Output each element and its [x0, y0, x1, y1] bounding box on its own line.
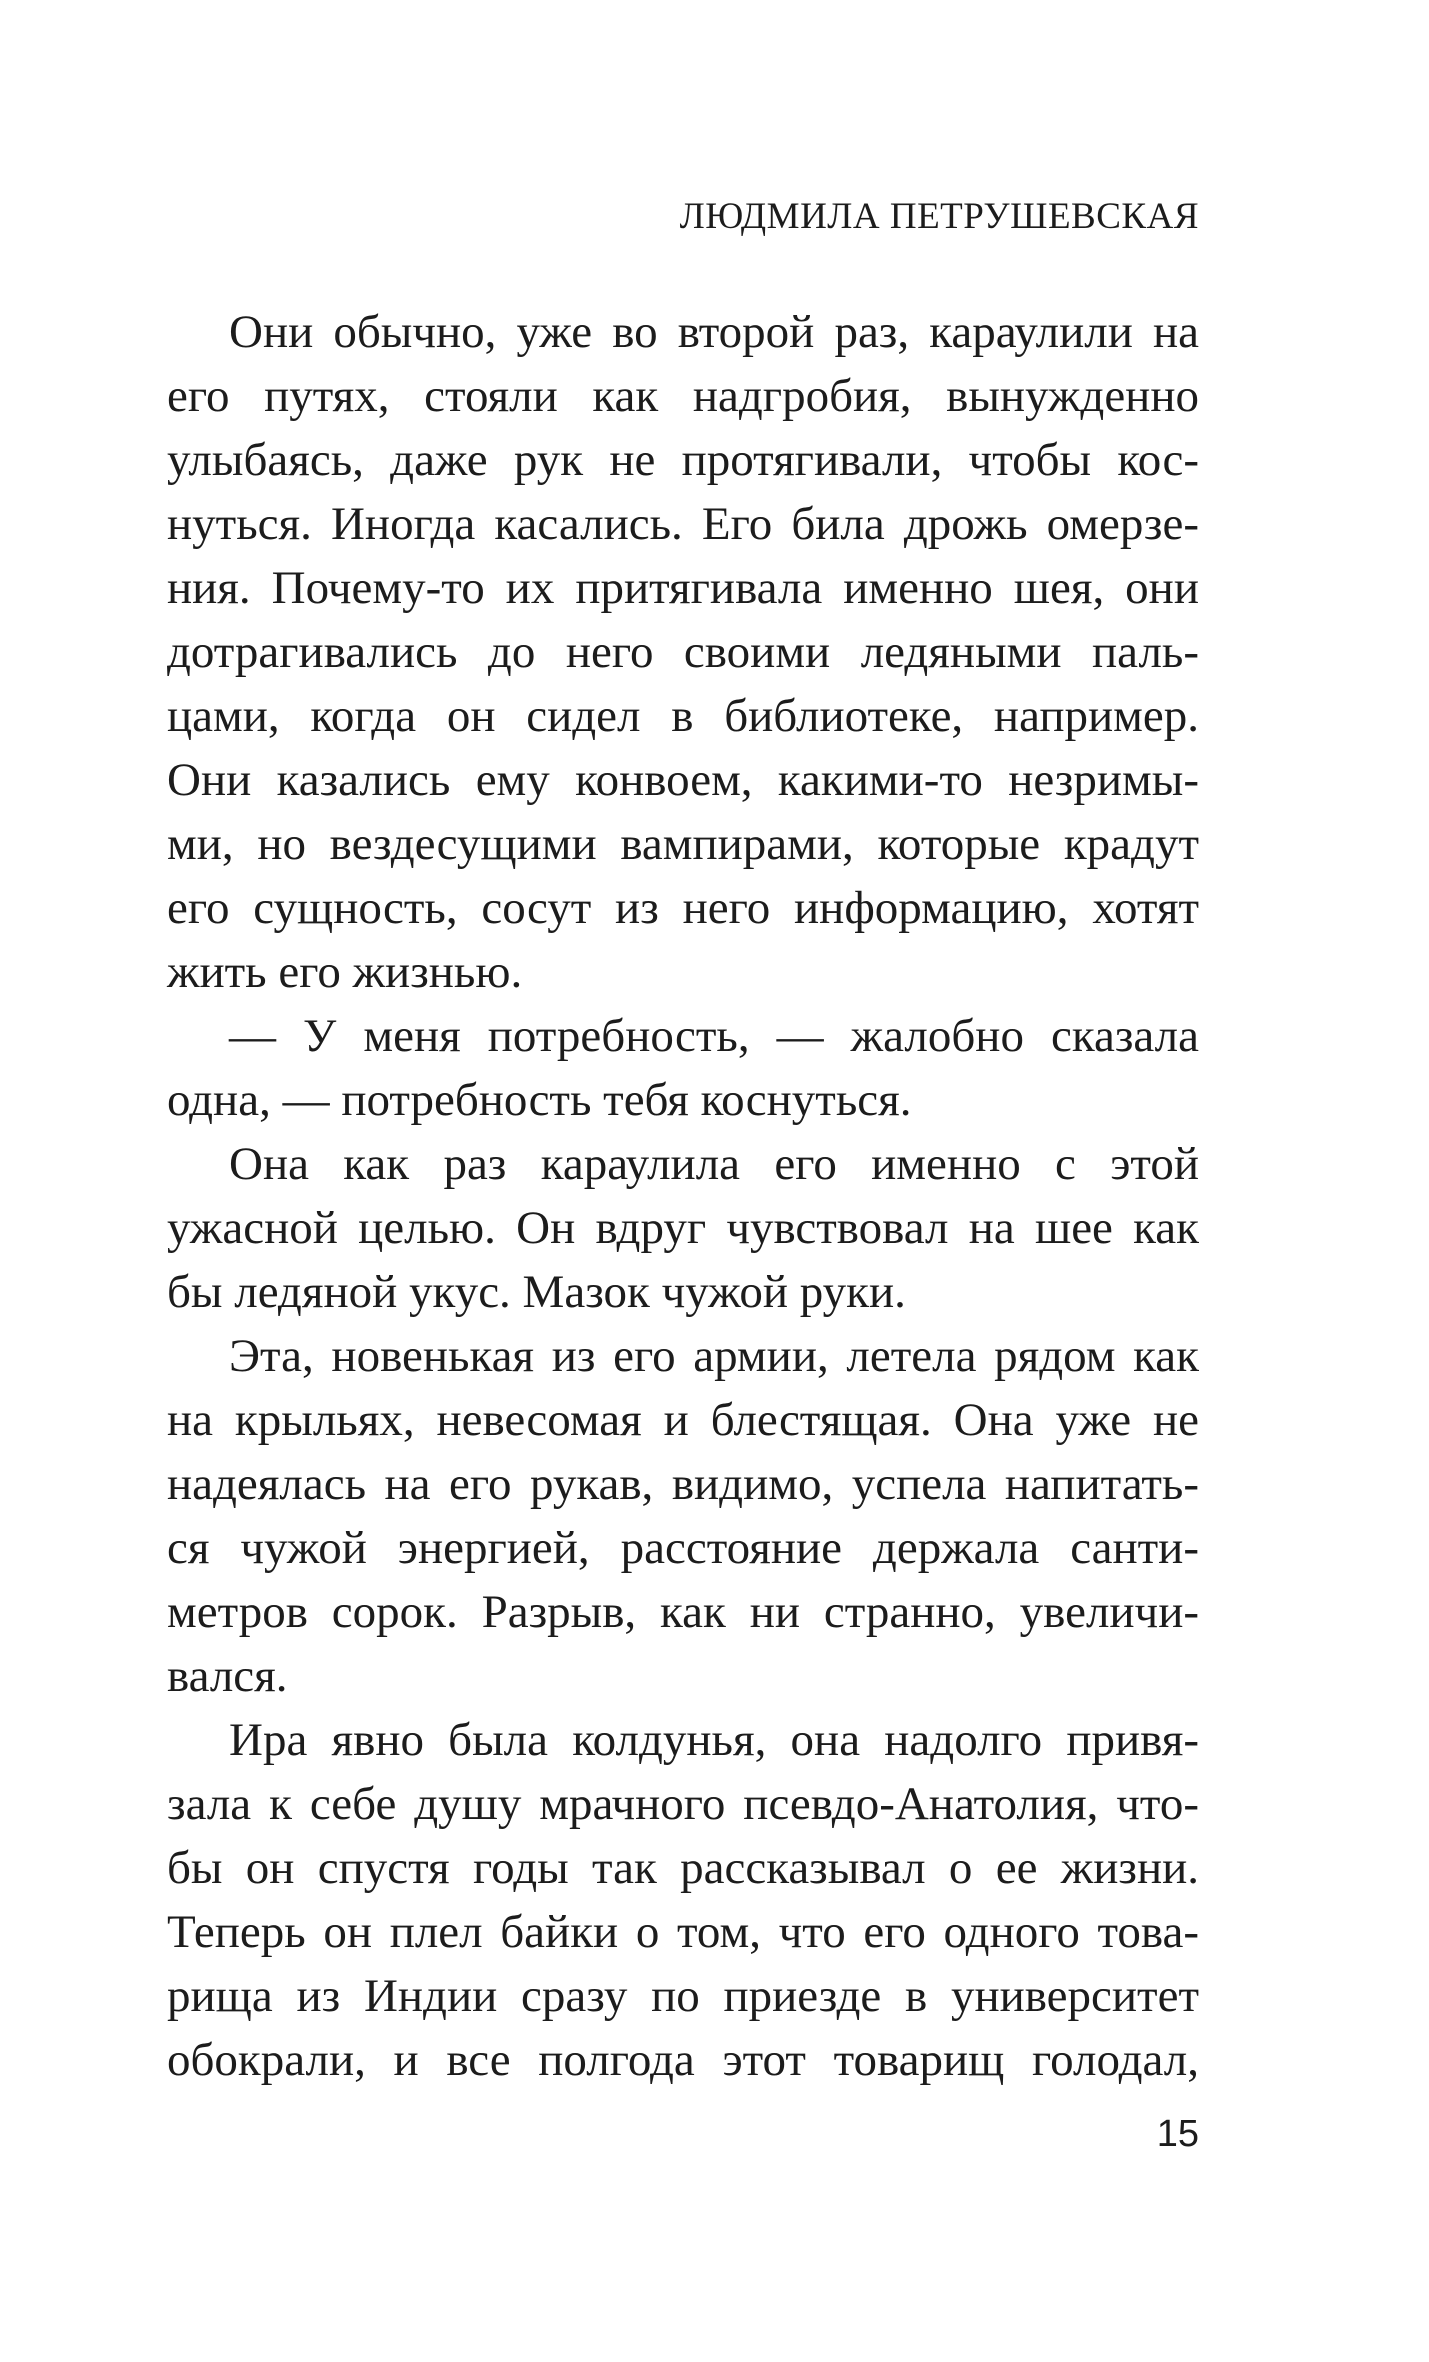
page-number: 15 [1156, 2113, 1199, 2155]
text-line: бы он спустя годы так рассказывал о ее жизни. [167, 1842, 1199, 1894]
text-line: ния. Почему-то их притягивала именно шея, они [167, 562, 1199, 614]
text-line: Они обычно, уже во второй раз, караулили на [229, 306, 1199, 358]
text-line: жить его жизнью. [167, 946, 523, 998]
text-line: его путях, стояли как надгробия, вынужденно [167, 370, 1199, 422]
text-line: Они казались ему конвоем, какими-то незримы- [167, 754, 1199, 806]
text-line: метров сорок. Разрыв, как ни странно, увеличи- [167, 1586, 1199, 1638]
text-line: вался. [167, 1650, 288, 1702]
text-line: Теперь он плел байки о том, что его одного това- [167, 1906, 1199, 1958]
text-line: его сущность, сосут из него информацию, хотят [167, 882, 1199, 934]
text-line: ми, но вездесущими вампирами, которые крадут [167, 818, 1199, 870]
text-line: цами, когда он сидел в библиотеке, например. [167, 690, 1199, 742]
text-line: дотрагивались до него своими ледяными паль- [167, 626, 1199, 678]
text-line: Ира явно была колдунья, она надолго привя- [229, 1714, 1199, 1766]
text-line: Эта, новенькая из его армии, летела рядом как [229, 1330, 1199, 1382]
body-text [167, 300, 1199, 2092]
text-line: нуться. Иногда касались. Его била дрожь омерзе- [167, 498, 1199, 550]
text-line: Она как раз караулила его именно с этой [229, 1138, 1199, 1190]
text-line: зала к себе душу мрачного псевдо-Анатолия, что- [167, 1778, 1199, 1830]
text-line: — У меня потребность, — жалобно сказала [229, 1010, 1199, 1062]
text-line: надеялась на его рукав, видимо, успела напитать- [167, 1458, 1199, 1510]
text-line: на крыльях, невесомая и блестящая. Она уже не [167, 1394, 1199, 1446]
text-line: рища из Индии сразу по приезде в университет [167, 1970, 1199, 2022]
running-header: ЛЮДМИЛА ПЕТРУШЕВСКАЯ [679, 196, 1199, 237]
text-line: обокрали, и все полгода этот товарищ голодал, [167, 2034, 1199, 2086]
text-line: одна, — потребность тебя коснуться. [167, 1074, 912, 1126]
text-line: ужасной целью. Он вдруг чувствовал на шее как [167, 1202, 1199, 1254]
text-line: бы ледяной укус. Мазок чужой руки. [167, 1266, 906, 1318]
text-line: улыбаясь, даже рук не протягивали, чтобы кос- [167, 434, 1199, 486]
text-line: ся чужой энергией, расстояние держала санти- [167, 1522, 1199, 1574]
